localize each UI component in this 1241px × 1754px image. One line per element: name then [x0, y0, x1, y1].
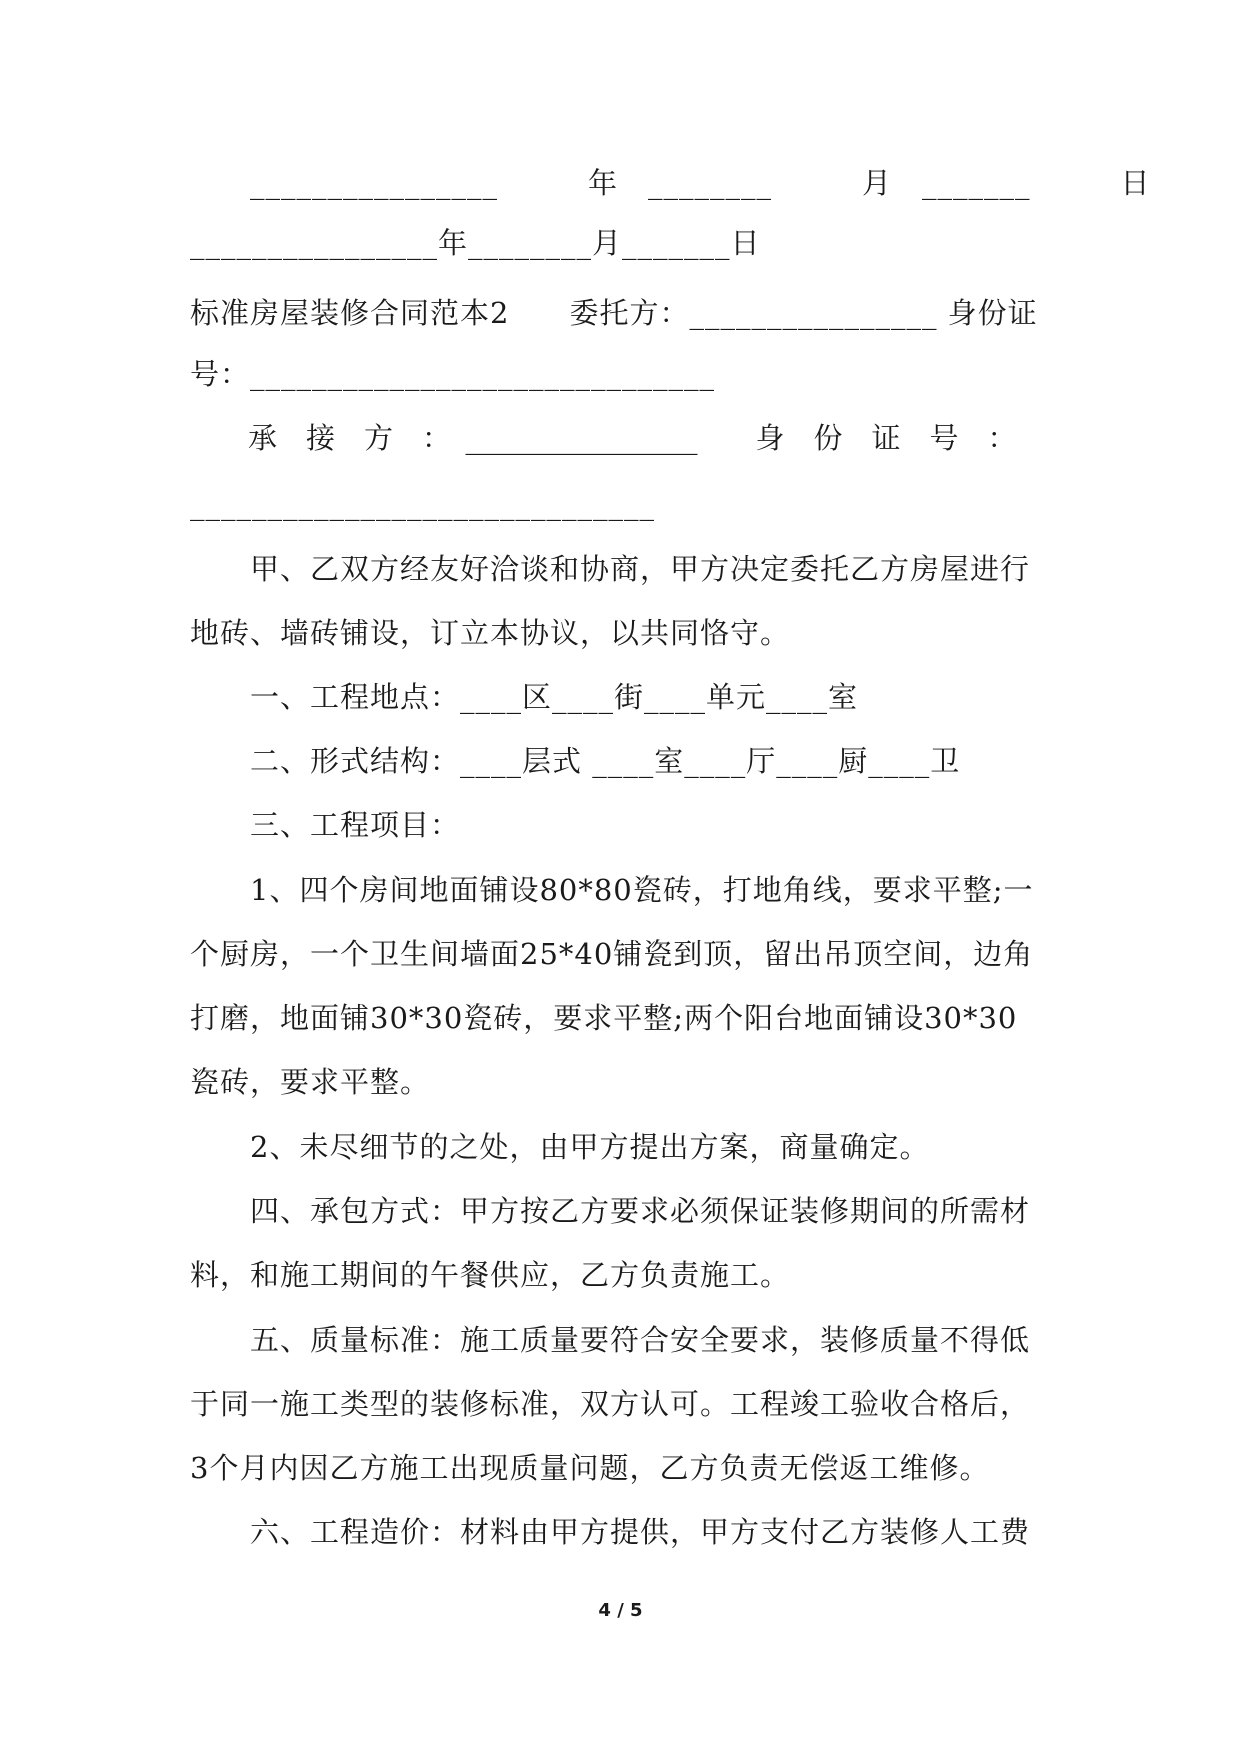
paragraph-intro-1: 甲、乙双方经友好洽谈和协商，甲方决定委托乙方房屋进行 [190, 552, 1031, 586]
page-number: 4 / 5 [598, 1600, 643, 1621]
clause-3-item-2: 2、未尽细节的之处，由甲方提出方案，商量确定。 [190, 1130, 930, 1164]
id-number-line: 号：______________________________ [190, 357, 716, 391]
contract-title-line: 标准房屋装修合同范本2 委托方：________________ 身份证 [190, 296, 1038, 330]
date-line-2: ________________年________月_______日 [190, 226, 761, 260]
clause-4-line-1: 四、承包方式：甲方按乙方要求必须保证装修期间的所需材 [190, 1194, 1031, 1228]
contractor-id-line: ______________________________ [190, 487, 655, 521]
clause-4-line-2: 料，和施工期间的午餐供应，乙方负责施工。 [190, 1258, 791, 1292]
contractor-line: 承 接 方 ： ________________ 身 份 证 号 ： [190, 421, 1017, 455]
paragraph-intro-2: 地砖、墙砖铺设，订立本协议，以共同恪守。 [190, 616, 791, 650]
clause-3-item-1-line-2: 个厨房，一个卫生间墙面25*40铺瓷到顶，留出吊顶空间，边角 [190, 937, 1034, 971]
clause-5-line-2: 于同一施工类型的装修标准，双方认可。工程竣工验收合格后， [190, 1387, 1031, 1421]
clause-6-line-1: 六、工程造价：材料由甲方提供，甲方支付乙方装修人工费 [190, 1515, 1031, 1549]
clause-3-item-1-line-3: 打磨，地面铺30*30瓷砖，要求平整;两个阳台地面铺设30*30 [190, 1001, 1018, 1035]
clause-1-location: 一、工程地点：____区____街____单元____室 [190, 680, 859, 714]
clause-3-heading: 三、工程项目： [190, 808, 461, 842]
clause-5-line-1: 五、质量标准：施工质量要符合安全要求，装修质量不得低 [190, 1323, 1031, 1357]
clause-5-line-3: 3个月内因乙方施工出现质量问题，乙方负责无偿返工维修。 [190, 1451, 990, 1485]
clause-3-item-1-line-1: 1、四个房间地面铺设80*80瓷砖，打地角线，要求平整;一 [190, 873, 1034, 907]
clause-3-item-1-line-4: 瓷砖，要求平整。 [190, 1065, 431, 1099]
date-line-1: ________________ 年 ________ 月 _______ 日 [190, 166, 1151, 200]
clause-2-structure: 二、形式结构：____层式 ____室____厅____厨____卫 [190, 744, 961, 778]
